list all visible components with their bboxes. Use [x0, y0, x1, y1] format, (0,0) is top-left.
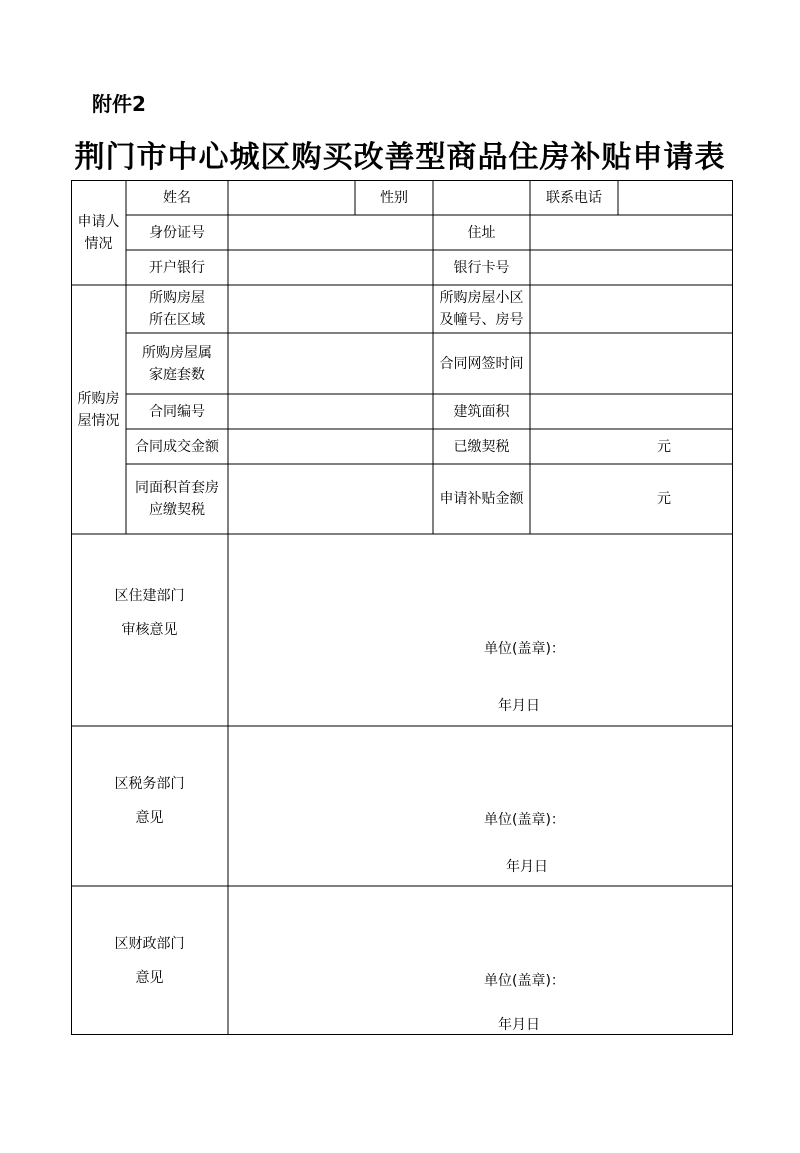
applicant-section-label: 申请人 情况	[77, 213, 120, 252]
tax-dept-date-label: 年月日	[506, 859, 548, 875]
signing-time-label: 合同网签时间	[439, 355, 524, 372]
phone-label: 联系电话	[546, 189, 602, 206]
floor-area-label: 建筑面积	[453, 403, 510, 420]
housing-dept-seal-label: 单位(盖章)：	[484, 641, 565, 657]
first-home-tax-label: 同面积首套房 应缴契税	[135, 480, 219, 518]
name-label: 姓名	[163, 189, 191, 206]
tax-dept-seal-label: 单位(盖章)：	[484, 812, 565, 828]
attachment-label: 附件2	[92, 92, 146, 116]
family-count-label: 所购房屋属 家庭套数	[142, 344, 212, 383]
location-label: 所购房屋 所在区域	[149, 290, 205, 328]
address-label: 住址	[467, 224, 496, 241]
form-title: 荆门市中心城区购买改善型商品住房补贴申请表	[74, 140, 726, 175]
paid-tax-unit: 元	[657, 438, 671, 455]
bank-label: 开户银行	[149, 259, 205, 276]
finance-dept-date-label: 年月日	[498, 1017, 540, 1033]
paid-tax-label: 已缴契税	[453, 438, 510, 455]
contract-number-label: 合同编号	[149, 403, 205, 420]
finance-dept-seal-label: 单位(盖章)：	[484, 973, 565, 989]
subsidy-amount-label: 申请补贴金额	[439, 491, 524, 507]
id-number-label: 身份证号	[149, 224, 205, 241]
contract-amount-label: 合同成交金额	[135, 438, 219, 455]
subsidy-unit: 元	[657, 491, 671, 507]
tax-dept-label: 区税务部门 意见	[114, 776, 185, 826]
gender-label: 性别	[380, 189, 408, 206]
housing-dept-label: 区住建部门 审核意见	[114, 588, 185, 638]
application-form-table	[71, 180, 733, 1035]
complex-label: 所购房屋小区 及幢号、房号	[439, 290, 524, 328]
finance-dept-label: 区财政部门 意见	[114, 936, 185, 986]
house-section-label: 所购房 屋情况	[77, 390, 120, 429]
housing-dept-date-label: 年月日	[498, 698, 540, 714]
card-number-label: 银行卡号	[453, 259, 510, 276]
